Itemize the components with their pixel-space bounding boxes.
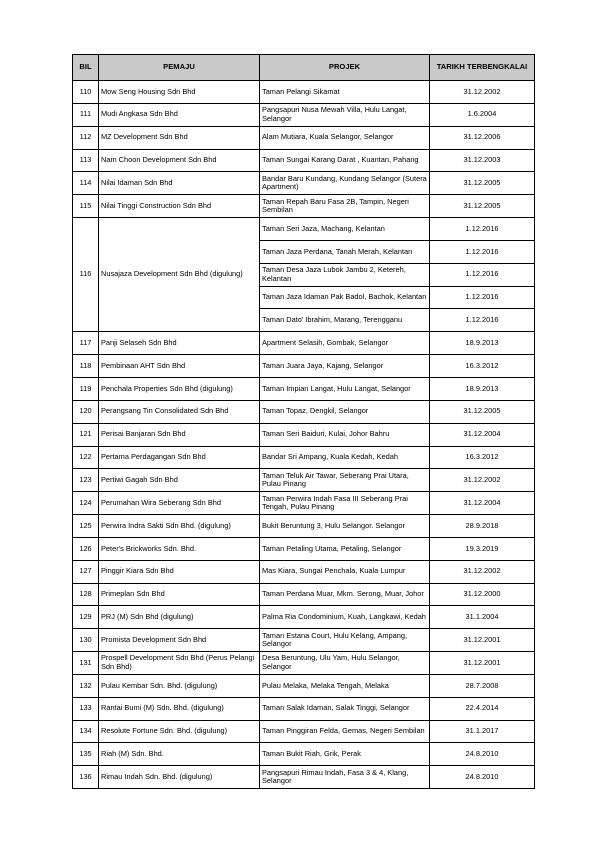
tarikh-cell: 16.3.2012 bbox=[430, 355, 535, 378]
pemaju-cell: Mow Seng Housing Sdn Bhd bbox=[99, 81, 260, 104]
bil-cell: 133 bbox=[73, 697, 99, 720]
tarikh-cell: 31.12.2002 bbox=[430, 469, 535, 492]
projek-cell: Desa Beruntung, Ulu Yam, Hulu Selangor, Selangor bbox=[260, 652, 430, 675]
projek-cell: Taman Desa Jaza Lubok Jambu 2, Ketereh, Kelantan bbox=[260, 263, 430, 286]
projek-cell: Taman Pelangi Sikamat bbox=[260, 81, 430, 104]
projek-cell: Taman Perwira Indah Fasa III Seberang Prai Tengah, Pulau Pinang bbox=[260, 492, 430, 515]
bil-cell: 132 bbox=[73, 674, 99, 697]
tarikh-cell: 31.12.2006 bbox=[430, 126, 535, 149]
tarikh-cell: 16.3.2012 bbox=[430, 446, 535, 469]
table-row bbox=[73, 469, 535, 492]
pemaju-cell: Pembinaan AHT Sdn Bhd bbox=[99, 355, 260, 378]
projek-cell: Taman Repah Baru Fasa 2B, Tampin, Negeri Sembilan bbox=[260, 195, 430, 218]
table-row bbox=[73, 126, 535, 149]
projek-cell: Taman Seri Jaza, Machang, Kelantan bbox=[260, 218, 430, 241]
bil-cell: 111 bbox=[73, 103, 99, 126]
tarikh-cell: 19.3.2019 bbox=[430, 537, 535, 560]
pemaju-cell: Penchala Properties Sdn Bhd (digulung) bbox=[99, 377, 260, 400]
tarikh-cell: 31.12.2000 bbox=[430, 583, 535, 606]
table-row bbox=[73, 674, 535, 697]
pemaju-cell: Rimau Indah Sdn. Bhd. (digulung) bbox=[99, 766, 260, 789]
pemaju-cell: Mudi Angkasa Sdn Bhd bbox=[99, 103, 260, 126]
table-row bbox=[73, 766, 535, 789]
projek-cell: Taman Pinggiran Felda, Gemas, Negeri Sembilan bbox=[260, 720, 430, 743]
bil-cell: 125 bbox=[73, 515, 99, 538]
tarikh-cell: 31.12.2002 bbox=[430, 560, 535, 583]
pemaju-cell: Nam Choon Development Sdn Bhd bbox=[99, 149, 260, 172]
table-row bbox=[73, 720, 535, 743]
projek-cell: Taman Petaling Utama, Petaling, Selangor bbox=[260, 537, 430, 560]
pemaju-cell: PRJ (M) Sdn Bhd (digulung) bbox=[99, 606, 260, 629]
bil-cell: 130 bbox=[73, 629, 99, 652]
bil-cell: 126 bbox=[73, 537, 99, 560]
projek-cell: Taman Juara Jaya, Kajang, Selangor bbox=[260, 355, 430, 378]
pemaju-cell: Rantai Bumi (M) Sdn. Bhd. (digulung) bbox=[99, 697, 260, 720]
pemaju-cell: Peter's Brickworks Sdn. Bhd. bbox=[99, 537, 260, 560]
pemaju-cell: Pulau Kembar Sdn. Bhd. (digulung) bbox=[99, 674, 260, 697]
pemaju-cell: Perumahan Wira Seberang Sdn Bhd bbox=[99, 492, 260, 515]
table-row bbox=[73, 652, 535, 675]
pemaju-cell: Pertiwi Gagah Sdn Bhd bbox=[99, 469, 260, 492]
tarikh-cell: 31.12.2004 bbox=[430, 423, 535, 446]
table-header-row bbox=[73, 55, 535, 81]
table-row bbox=[73, 560, 535, 583]
table-row bbox=[73, 583, 535, 606]
bil-cell: 129 bbox=[73, 606, 99, 629]
table-row bbox=[73, 149, 535, 172]
bil-cell: 117 bbox=[73, 332, 99, 355]
tarikh-cell: 31.12.2001 bbox=[430, 652, 535, 675]
bil-cell: 135 bbox=[73, 743, 99, 766]
projek-cell: Bandar Baru Kundang, Kundang Selangor (Sutera Apartment) bbox=[260, 172, 430, 195]
pemaju-cell: Perisai Banjaran Sdn Bhd bbox=[99, 423, 260, 446]
tarikh-cell: 1.6.2004 bbox=[430, 103, 535, 126]
tarikh-cell: 31.12.2004 bbox=[430, 492, 535, 515]
pemaju-cell: Resolute Fortune Sdn. Bhd. (digulung) bbox=[99, 720, 260, 743]
pemaju-cell: Perwira Indra Sakti Sdn Bhd. (digulung) bbox=[99, 515, 260, 538]
tarikh-cell: 31.1.2017 bbox=[430, 720, 535, 743]
bil-cell: 131 bbox=[73, 652, 99, 675]
table-body bbox=[73, 81, 535, 789]
pemaju-cell: Nilai Tinggi Construction Sdn Bhd bbox=[99, 195, 260, 218]
pemaju-cell: Perangsang Tin Consolidated Sdn Bhd bbox=[99, 400, 260, 423]
pemaju-cell: Primeplan Sdn Bhd bbox=[99, 583, 260, 606]
table-row bbox=[73, 377, 535, 400]
table-row bbox=[73, 172, 535, 195]
table-row bbox=[73, 218, 535, 241]
projek-cell: Apartment Selasih, Gombak, Selangor bbox=[260, 332, 430, 355]
table-row bbox=[73, 515, 535, 538]
table-row bbox=[73, 492, 535, 515]
table-row bbox=[73, 697, 535, 720]
tarikh-cell: 1.12.2016 bbox=[430, 218, 535, 241]
table-row bbox=[73, 446, 535, 469]
tarikh-cell: 31.12.2005 bbox=[430, 195, 535, 218]
tarikh-cell: 18.9.2013 bbox=[430, 332, 535, 355]
bil-cell: 136 bbox=[73, 766, 99, 789]
projek-cell: Pulau Melaka, Melaka Tengah, Melaka bbox=[260, 674, 430, 697]
bil-cell: 112 bbox=[73, 126, 99, 149]
table-row bbox=[73, 423, 535, 446]
header-tarikh: TARIKH TERBENGKALAI bbox=[430, 55, 535, 81]
tarikh-cell: 31.12.2003 bbox=[430, 149, 535, 172]
projek-cell: Mas Kiara, Sungai Penchala, Kuala Lumpur bbox=[260, 560, 430, 583]
pemaju-cell: Nusajaza Development Sdn Bhd (digulung) bbox=[99, 218, 260, 332]
projek-cell: Taman Dato' Ibrahim, Marang, Terengganu bbox=[260, 309, 430, 332]
tarikh-cell: 28.9.2018 bbox=[430, 515, 535, 538]
table-row bbox=[73, 400, 535, 423]
bil-cell: 115 bbox=[73, 195, 99, 218]
tarikh-cell: 31.1.2004 bbox=[430, 606, 535, 629]
bil-cell: 122 bbox=[73, 446, 99, 469]
projek-cell: Taman Sungai Karang Darat , Kuantan, Pahang bbox=[260, 149, 430, 172]
bil-cell: 118 bbox=[73, 355, 99, 378]
pemaju-cell: MZ Development Sdn Bhd bbox=[99, 126, 260, 149]
header-bil: BIL bbox=[73, 55, 99, 81]
projek-cell: Taman Perdana Muar, Mkm. Serong, Muar, Johor bbox=[260, 583, 430, 606]
bil-cell: 127 bbox=[73, 560, 99, 583]
pemaju-cell: Promista Development Sdn Bhd bbox=[99, 629, 260, 652]
header-pemaju: PEMAJU bbox=[99, 55, 260, 81]
projek-cell: Taman Teluk Air Tawar, Seberang Prai Utara, Pulau Pinang bbox=[260, 469, 430, 492]
table-row bbox=[73, 743, 535, 766]
projek-cell: Taman Salak Idaman, Salak Tinggi, Selangor bbox=[260, 697, 430, 720]
tarikh-cell: 31.12.2005 bbox=[430, 172, 535, 195]
projek-cell: Bandar Sri Ampang, Kuala Kedah, Kedah bbox=[260, 446, 430, 469]
projek-cell: Taman Topaz, Dengkil, Selangor bbox=[260, 400, 430, 423]
tarikh-cell: 31.12.2002 bbox=[430, 81, 535, 104]
abandoned-projects-table bbox=[72, 54, 535, 789]
tarikh-cell: 31.12.2005 bbox=[430, 400, 535, 423]
tarikh-cell: 22.4.2014 bbox=[430, 697, 535, 720]
bil-cell: 128 bbox=[73, 583, 99, 606]
header-projek: PROJEK bbox=[260, 55, 430, 81]
table-row bbox=[73, 537, 535, 560]
bil-cell: 124 bbox=[73, 492, 99, 515]
bil-cell: 114 bbox=[73, 172, 99, 195]
table-row bbox=[73, 355, 535, 378]
bil-cell: 120 bbox=[73, 400, 99, 423]
table-row bbox=[73, 332, 535, 355]
tarikh-cell: 24.8.2010 bbox=[430, 766, 535, 789]
pemaju-cell: Prospell Development Sdn Bhd (Perus Pelangi Sdn Bhd) bbox=[99, 652, 260, 675]
pemaju-cell: Riah (M) Sdn. Bhd. bbox=[99, 743, 260, 766]
tarikh-cell: 1.12.2016 bbox=[430, 263, 535, 286]
projek-cell: Taman Seri Baiduri, Kulai, Johor Bahru bbox=[260, 423, 430, 446]
bil-cell: 116 bbox=[73, 218, 99, 332]
projek-cell: Bukit Beruntung 3, Hulu Selangor. Selangor bbox=[260, 515, 430, 538]
projek-cell: Palma Ria Condominium, Kuah, Langkawi, Kedah bbox=[260, 606, 430, 629]
tarikh-cell: 1.12.2016 bbox=[430, 240, 535, 263]
tarikh-cell: 28.7.2008 bbox=[430, 674, 535, 697]
bil-cell: 119 bbox=[73, 377, 99, 400]
projek-cell: Taman Estana Court, Hulu Kelang, Ampang, Selangor bbox=[260, 629, 430, 652]
bil-cell: 123 bbox=[73, 469, 99, 492]
tarikh-cell: 31.12.2001 bbox=[430, 629, 535, 652]
projek-cell: Alam Mutiara, Kuala Selangor, Selangor bbox=[260, 126, 430, 149]
tarikh-cell: 24.8.2010 bbox=[430, 743, 535, 766]
table-row bbox=[73, 81, 535, 104]
tarikh-cell: 1.12.2016 bbox=[430, 286, 535, 309]
pemaju-cell: Pinggir Kiara Sdn Bhd bbox=[99, 560, 260, 583]
table-row bbox=[73, 195, 535, 218]
tarikh-cell: 18.9.2013 bbox=[430, 377, 535, 400]
table-row bbox=[73, 606, 535, 629]
projek-cell: Pangsapuri Nusa Mewah Villa, Hulu Langat, Selangor bbox=[260, 103, 430, 126]
bil-cell: 121 bbox=[73, 423, 99, 446]
projek-cell: Taman Bukit Riah, Grik, Perak bbox=[260, 743, 430, 766]
projek-cell: Taman Impian Langat, Hulu Langat, Selangor bbox=[260, 377, 430, 400]
table-row bbox=[73, 629, 535, 652]
pemaju-cell: Pertama Perdagangan Sdn Bhd bbox=[99, 446, 260, 469]
table-row bbox=[73, 103, 535, 126]
bil-cell: 110 bbox=[73, 81, 99, 104]
tarikh-cell: 1.12.2016 bbox=[430, 309, 535, 332]
bil-cell: 113 bbox=[73, 149, 99, 172]
bil-cell: 134 bbox=[73, 720, 99, 743]
pemaju-cell: Panji Selaseh Sdn Bhd bbox=[99, 332, 260, 355]
projek-cell: Taman Jaza Perdana, Tanah Merah, Kelantan bbox=[260, 240, 430, 263]
pemaju-cell: Nilai Idaman Sdn Bhd bbox=[99, 172, 260, 195]
projek-cell: Pangsapuri Rimau Indah, Fasa 3 & 4, Klang, Selangor bbox=[260, 766, 430, 789]
projek-cell: Taman Jaza Idaman Pak Badol, Bachok, Kelantan bbox=[260, 286, 430, 309]
